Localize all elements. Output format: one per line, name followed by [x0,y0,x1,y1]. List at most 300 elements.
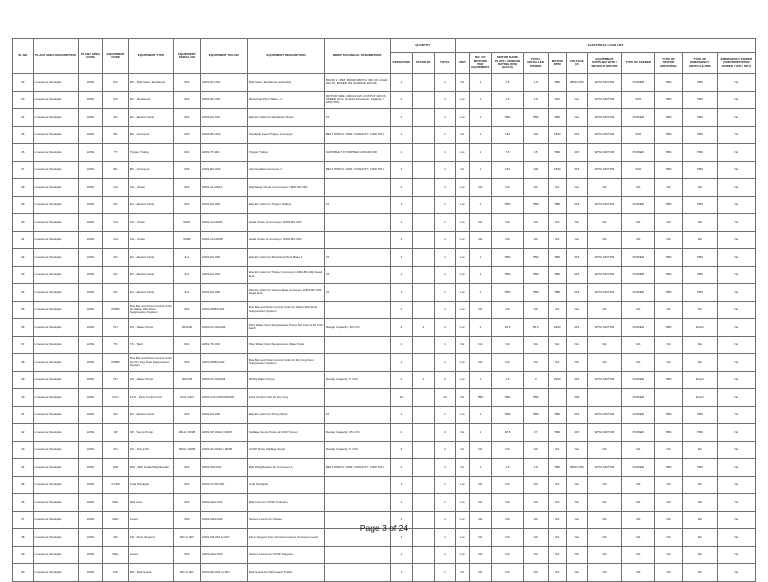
table-cell: 2900 [548,319,566,337]
table-cell: NA [469,179,492,197]
table-cell: LM01-RC-001 [200,91,247,109]
table-cell: 2 [390,319,413,337]
table-cell: WITH MOTOR [587,109,622,127]
table-cell: LM01 [78,354,103,372]
table-cell [324,476,390,494]
table-cell: POWER [622,249,655,267]
table-cell: TBD [548,196,566,214]
table-cell: POWER [622,371,655,389]
table-cell: Limestone Stockpile [33,126,78,144]
table-cell: 1 [434,476,456,494]
table-cell: 2850 LPM [566,74,587,92]
table-cell: 1 [434,74,456,92]
table-cell: TBD [523,284,548,302]
table-cell: NA [622,441,655,459]
table-cell: Lot [456,546,469,564]
table-cell: Rail Gate / Reclaimer Assembly [247,74,324,92]
table-cell: NA [655,441,683,459]
table-cell: Design Capacity: 5 m³/h [324,371,390,389]
table-cell: TBD [682,126,717,144]
table-cell: 43 [13,441,34,459]
table-cell: NA [566,214,587,232]
table-cell: 1 [390,476,413,494]
table-cell: 132 [523,126,548,144]
table-cell: Limestone Stockpile [33,511,78,529]
table-cell: NA [566,336,587,354]
table-cell: FR - Floor Support [128,529,173,547]
table-cell: TBD [548,74,566,92]
table-cell: NA [548,564,566,582]
table-cell: Design Capacity: 30 m³/h [324,319,390,337]
table-cell: 003B [174,231,201,249]
table-cell: EV - Electric Hoist [128,266,173,284]
table-cell: NA [469,529,492,547]
table-cell: 1 [434,284,456,302]
table-cell: 10 [390,389,413,407]
table-cell: LM01-PRBS-001 [200,301,247,319]
table-cell: NA [622,336,655,354]
table-cell: 55.5 [523,319,548,337]
table-cell: 1 [434,301,456,319]
table-cell: No [717,546,755,564]
table-cell: NA [682,564,717,582]
table-cell: POWER [622,196,655,214]
table-cell: 41 [13,406,34,424]
table-cell: Coal Stockpile [128,476,173,494]
table-cell: Electric Hoist for Tripper Gallery [247,196,324,214]
table-cell: WITH MOTOR [587,91,622,109]
table-cell: 1 [469,319,492,337]
table-cell: Misc [103,511,129,529]
table-cell: NA [655,529,683,547]
table-cell: PU [103,371,129,389]
table-cell [324,494,390,512]
table-cell: 1.5 [492,371,524,389]
table-cell: NA [682,546,717,564]
table-cell: NA [492,336,524,354]
table-cell: 415 [566,161,587,179]
table-cell: RD [103,564,129,582]
table-cell: 36 [13,319,34,337]
group-header-electrical: ELECTRICAL LOAD LIST [456,39,756,53]
table-cell: No [717,354,755,372]
table-cell: Lot [456,179,469,197]
table-cell: 1 [390,179,413,197]
table-cell: LM01-FCU-001/002/003 [200,389,247,407]
table-cell: NA [682,476,717,494]
table-cell: 35 [13,301,34,319]
table-cell: 1 [434,91,456,109]
table-cell: LM01-Misc-003 [200,546,247,564]
table-cell: TBD [548,406,566,424]
table-cell: EV [103,249,129,267]
table-row [13,74,756,92]
table-cell: Pipe Water Dust Suppression Water Tank [247,336,324,354]
table-cell: No [717,424,755,442]
table-cell: Limestone Stockpile [33,284,78,302]
table-cell: Limestone Stockpile [33,459,78,477]
col-header: TOTAL INSTALLED POWER [523,53,548,74]
table-cell: No [456,441,469,459]
table-cell: Lot [456,109,469,127]
table-cell: TBD [682,249,717,267]
table-cell: No [717,459,755,477]
table-cell: 1 [390,494,413,512]
table-cell: NA [587,529,622,547]
table-cell: POWER [622,424,655,442]
table-cell: 001 to 007 [174,529,201,547]
table-cell: No [456,459,469,477]
table-cell: 2T [324,406,390,424]
table-cell: Electric Hoist for Reclaimer Room [247,109,324,127]
table-cell: 001 [174,459,201,477]
table-cell: PRBS [103,354,129,372]
table-cell: LM01 [78,546,103,564]
table-cell: BELT WIDTH: 1000; CAPACITY: 1000 TPH [324,161,390,179]
table-cell: 1 [469,144,492,162]
table-cell: NA [492,441,524,459]
table-cell: WITH MOTOR [587,196,622,214]
table-cell: NA [566,301,587,319]
table-row [13,354,756,372]
table-cell: TBD [655,371,683,389]
table-cell: 1 [434,126,456,144]
table-cell: 38 [13,354,34,372]
table-cell: LM01 [78,564,103,582]
table-cell: NA [655,336,683,354]
table-cell: SP [103,424,129,442]
table-cell [413,459,435,477]
table-row [13,564,756,582]
table-cell: LM01 [78,231,103,249]
table-cell: No [717,196,755,214]
table-cell: TBD [523,406,548,424]
table-cell: Floor Support from Ground Level to Conveyor Level [247,529,324,547]
table-cell: SU [103,441,129,459]
table-cell [655,389,683,407]
equipment-load-table [12,38,756,582]
table-cell: Limestone Stockpile [33,546,78,564]
table-cell: TBD [548,266,566,284]
table-cell: 132 [492,126,524,144]
table-cell: 1.5 [492,91,524,109]
table-cell [324,389,390,407]
table-cell [324,564,390,582]
table-cell: 415 [566,249,587,267]
table-cell: TBD [682,459,717,477]
table-cell: WITH MOTOR [587,371,622,389]
table-cell: Limestone Stockpile [33,336,78,354]
table-cell: NA [587,546,622,564]
table-cell: Head Chute of Conveyor LM01-BC-003 [247,231,324,249]
table-cell [413,249,435,267]
table-row [13,109,756,127]
table-cell: LM01 [78,389,103,407]
table-cell: CH [103,214,129,232]
table-cell: LM01-EV-005 [200,284,247,302]
table-cell: POWER [622,406,655,424]
table-cell: WITH MOTOR [587,161,622,179]
table-cell: LM01 [78,494,103,512]
table-row [13,371,756,389]
table-cell: NA [469,354,492,372]
table-cell [413,266,435,284]
table-cell: TBD [655,424,683,442]
table-cell: No [717,476,755,494]
table-cell: TBD [655,249,683,267]
table-cell: 415 [566,371,587,389]
table-cell: Design Capacity: 5 m³/h [324,441,390,459]
table-cell: Limestone Stockpile [33,529,78,547]
table-cell: WITH MOTOR [587,144,622,162]
table-cell: Screen Liners for CCSP Hoppers [247,546,324,564]
table-cell [324,301,390,319]
table-cell: No [717,249,755,267]
table-cell: Limestone Stockpile [33,564,78,582]
table-cell: Lot [456,529,469,547]
table-cell: LM01 [78,459,103,477]
table-cell: LM01 [78,74,103,92]
table-cell: Lot [456,284,469,302]
table-cell: LM01 [78,301,103,319]
table-cell: TBD [682,109,717,127]
table-cell: LM01 [78,249,103,267]
table-cell: Lot [456,406,469,424]
table-cell: TBD [469,389,492,407]
table-cell: BELT WIDTH: 1000; CAPACITY: 1000 TPH [324,459,390,477]
page-number: Page 3 of 24 [359,523,409,533]
table-cell: 1 [390,511,413,529]
table-cell: No [456,389,469,407]
table-cell: Limestone Stockpile [33,301,78,319]
col-header: EQUIPMENT CODE [103,39,129,74]
table-cell: Limestone Stockpile [33,424,78,442]
table-cell: WITH MOTOR [587,126,622,144]
table-cell: POWER [622,459,655,477]
table-cell: No [456,74,469,92]
table-cell: VFD [622,91,655,109]
table-cell: CH - Chute [128,231,173,249]
table-cell: No [717,161,755,179]
table-row [13,231,756,249]
table-cell: Lot [456,511,469,529]
table-cell: No [717,301,755,319]
table-cell: No [456,424,469,442]
table-cell: LM01-EV-001 [200,109,247,127]
table-cell: 1 [469,424,492,442]
table-row [13,284,756,302]
table-cell: 2 [390,424,413,442]
table-cell: TBD [682,91,717,109]
table-row [13,336,756,354]
table-cell: 1 [469,249,492,267]
table-cell: 37 [13,336,34,354]
table-cell: 415 [566,144,587,162]
table-cell: NA [548,476,566,494]
table-cell: 001 [174,91,201,109]
table-cell: Belt Weighfeeder for Conveyor-1 [247,459,324,477]
table-cell: VFD [622,126,655,144]
table-cell: LM01 [78,179,103,197]
table-cell [413,214,435,232]
table-cell: Bus Bar and Flow Control Units for Dry Fog Dust Suppression System [128,354,173,372]
table-cell [413,336,435,354]
col-header: TYPE OF FEEDER [622,53,655,74]
table-cell: RC [103,74,129,92]
table-cell: 1 [390,266,413,284]
table-cell: NA [548,354,566,372]
table-cell: TBD [492,249,524,267]
col-header: STAND BY [413,53,435,74]
table-cell: NA [622,564,655,582]
table-row [13,546,756,564]
table-cell: LM01-TK-001 [200,336,247,354]
table-cell: No [717,529,755,547]
table-cell: TBD [655,109,683,127]
table-cell: NA [566,91,587,109]
table-cell: 1 [434,161,456,179]
table-cell: No [717,564,755,582]
table-cell: TBD [655,126,683,144]
table-cell: CH [103,231,129,249]
table-cell: LM01 [78,529,103,547]
table-cell: EV [103,266,129,284]
table-cell: 1 [434,214,456,232]
table-cell: TBD [548,459,566,477]
table-cell: TK [103,336,129,354]
table-cell: LM01-Misc-002 [200,511,247,529]
table-cell: 1 [434,511,456,529]
table-cell: LM01-PRBS-002 [200,354,247,372]
table-cell: Lot [456,354,469,372]
table-cell: LM01 [78,424,103,442]
table-cell: NA [622,214,655,232]
col-header: NO. OF MOTORS PER EQUIPMENT [469,53,492,74]
table-cell: NA [682,511,717,529]
table-cell: VFD [622,161,655,179]
table-cell: No [717,266,755,284]
table-cell: 1 [390,74,413,92]
table-cell: NA [587,511,622,529]
table-cell: NA [587,336,622,354]
col-header: MOTOR RPM [548,53,566,74]
table-cell: TBD [548,284,566,302]
table-cell: Limestone Stockpile [33,371,78,389]
table-cell: NA [622,494,655,512]
table-cell: LM01-RC-001 [200,74,247,92]
table-cell: No [717,126,755,144]
table-cell: NA [523,529,548,547]
table-cell: TBD [682,74,717,92]
table-cell: Lot [456,196,469,214]
table-cell: 1 [469,266,492,284]
table-cell: TK - Tank [128,336,173,354]
table-cell: NA [682,529,717,547]
table-cell: 1 [434,336,456,354]
table-cell: 49 [13,546,34,564]
table-cell: LM01 [78,126,103,144]
table-cell: Lot [456,476,469,494]
table-cell: Tripper Trolley [128,144,173,162]
table-cell: EV [103,196,129,214]
col-header: EMERGENCY POWER (UNINTERRUPTED POWER / VFD / KEY) [717,53,755,74]
table-cell: E-1 [174,249,201,267]
table-cell [587,389,622,407]
table-cell: CH [103,179,129,197]
table-cell [413,109,435,127]
table-cell: LM01 [78,91,103,109]
table-cell: CH - Chute [128,214,173,232]
table-cell: BOOM L: 35M; BOOM WIDTH: 6M; OF LOAD: 200 t/h; BASED ON CHARGE 10% EL. [324,74,390,92]
table-cell: 415 [566,266,587,284]
table-cell: Design Capacity: 25 m³/h [324,424,390,442]
table-cell: NA [587,354,622,372]
table-cell: 2T [324,284,390,302]
table-cell: 001 to 007 [174,564,201,582]
table-cell: Rail Liner [128,494,173,512]
table-cell: 29 [13,196,34,214]
table-cell: NA [469,511,492,529]
table-cell: FCU-1/2/3 [174,389,201,407]
table-cell: NA [682,179,717,197]
table-cell: 1 [469,459,492,477]
table-cell: 1 [469,196,492,214]
table-cell: 1 [390,459,413,477]
table-cell: Limestone Stockpile [33,196,78,214]
table-cell: WITH MOTOR [587,284,622,302]
table-cell: NA [622,546,655,564]
table-cell: TBD [523,196,548,214]
table-cell: LM01-EV-004 [200,266,247,284]
table-cell: WITH MOTOR [587,424,622,442]
table-cell: Limestone Stockpile [33,109,78,127]
table-cell: 30 [13,214,34,232]
table-cell: NA [655,511,683,529]
table-cell: NA [655,179,683,197]
table-cell: Rail Guard for Rail Guard Tracks [247,564,324,582]
table-cell: 002A/B [174,371,201,389]
table-cell: Electric Hoist for Motorized Pivot Base 1 [247,249,324,267]
table-row [13,214,756,232]
table-cell: TBD [655,91,683,109]
table-cell: Motorized Pivot Table - 1 [247,91,324,109]
table-row [13,424,756,442]
table-cell: 1 [469,371,492,389]
table-cell: Limestone Stockpile [33,74,78,92]
table-cell: NA [548,494,566,512]
table-cell: POWER [622,389,655,407]
table-cell: NA [548,214,566,232]
table-cell: 1 [469,126,492,144]
table-cell: NA [566,546,587,564]
table-cell: NA [655,476,683,494]
table-cell: 001 [174,301,201,319]
table-cell: NA [622,476,655,494]
table-cell: Head Chute of Conveyor LM01-BC-002 [247,214,324,232]
table-cell: Limestone Stockpile [33,266,78,284]
table-cell [413,441,435,459]
table-cell: 002 [174,354,201,372]
table-cell: Limestone Stockpile [33,319,78,337]
table-cell: TBD [682,196,717,214]
col-header: OPERATING [390,53,413,74]
table-cell: No [717,109,755,127]
table-cell: E-2 [174,266,201,284]
table-cell: LM01 [78,319,103,337]
table-cell: Direct [682,389,717,407]
table-cell: 47 [13,511,34,529]
table-cell: NA [523,354,548,372]
